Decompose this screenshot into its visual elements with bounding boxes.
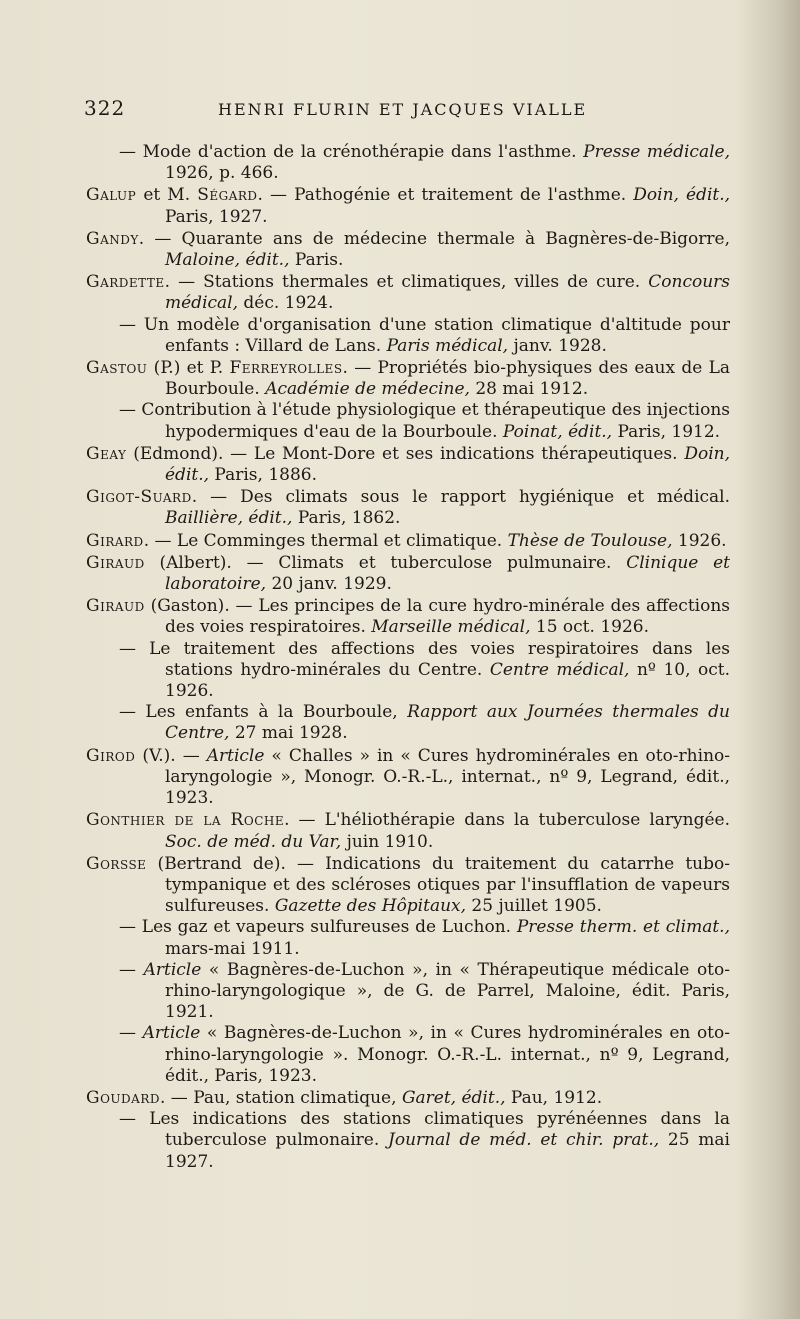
bibliography-entry: Girard. — Le Comminges thermal et climatique. Thèse de Toulouse, 1926. xyxy=(86,530,727,551)
bibliography-entry: — Les gaz et vapeurs sulfureuses de Luchon. Presse therm. et climat., mars-mai 1911. xyxy=(119,917,730,959)
bibliography-entry: Goudard. — Pau, station climatique, Garet, édit., Pau, 1912. xyxy=(86,1087,603,1108)
bibliography-entry: Gardette. — Stations thermales et climatiques, villes de cure. Concours médical, déc. 1924. xyxy=(86,272,730,314)
running-title: HENRI FLURIN ET JACQUES VIALLE xyxy=(218,100,588,119)
bibliography-entry: Gastou (P.) et P. Ferreyrolles. — Propriétés bio-physiques des eaux de La Bourboule. Académie de médecine, 28 mai 1912. xyxy=(86,358,730,400)
bibliography-entry: — Le traitement des affections des voies respiratoires dans les stations hydro-minérales du Centre. Centre médical, nº 10, oct. 1926. xyxy=(119,638,731,702)
bibliography-entry: — Un modèle d'organisation d'une station climatique d'altitude pour enfants : Villard de Lans. Paris médical, janv. 1928. xyxy=(119,314,730,356)
bibliography-entry: — Article « Bagnères-de-Luchon », in « Thérapeutique médicale oto-rhino-laryngologique », de G. de Parrel, Maloine, édit. Paris, 1921. xyxy=(119,959,730,1023)
bibliography-entry: Giraud (Gaston). — Les principes de la cure hydro-minérale des affections des voies respiratoires. Marseille médical, 15 oct. 1926. xyxy=(86,596,730,638)
bibliography-entry: Galup et M. Ségard. — Pathogénie et traitement de l'asthme. Doin, édit., Paris, 1927. xyxy=(86,185,731,227)
page-number: 322 xyxy=(84,96,126,120)
bibliography-entry: Gorsse (Bertrand de). — Indications du traitement du catarrhe tubo-tympanique et des scléroses otiques par l'insufflation de vapeurs sulfureuses. Gazette des Hôpitaux, 25 juillet 1905. xyxy=(86,853,730,917)
bibliography-entry: Girod (V.). — Article « Challes » in « Cures hydrominérales en oto-rhino-laryngologie », Monogr. O.-R.-L., internat., nº 9, Legrand, édit., 1923. xyxy=(86,745,730,809)
bibliography-entry: Giraud (Albert). — Climats et tuberculose pulmunaire. Clinique et laboratoire, 20 janv. 1929. xyxy=(86,552,730,595)
bibliography-entry: — Contribution à l'étude physiologique et thérapeutique des injections hypodermiques d'eau de la Bourboule. Poinat, édit., Paris, 1912. xyxy=(119,400,730,442)
bibliography-entry: — Article « Bagnères-de-Luchon », in « Cures hydrominérales en oto-rhino-laryngologie ». Monogr. O.-R.-L. internat., nº 9, Legrand, édit., Paris, 1923. xyxy=(119,1023,730,1086)
bibliography-entry: — Mode d'action de la crénothérapie dans l'asthme. Presse médicale, 1926, p. 466. xyxy=(119,142,730,184)
bibliography-entry: — Les indications des stations climatiques pyrénéennes dans la tuberculose pulmonaire. Journal de méd. et chir. prat., 25 mai 1927. xyxy=(119,1109,730,1172)
bibliography-entry: Gonthier de la Roche. — L'héliothérapie dans la tuberculose laryngée. Soc. de méd. du Var, juin 1910. xyxy=(86,810,730,852)
bibliography-entry: Gigot-Suard. — Des climats sous le rapport hygiénique et médical. Baillière, édit., Paris, 1862. xyxy=(86,487,730,529)
bibliography-entry: — Les enfants à la Bourboule, Rapport aux Journées thermales du Centre, 27 mai 1928. xyxy=(119,702,730,744)
bibliography-list xyxy=(86,142,730,1173)
bibliography-entry: Geay (Edmond). — Le Mont-Dore et ses indications thérapeutiques. Doin, édit., Paris, 1886. xyxy=(86,443,730,486)
bibliography-entry: Gandy. — Quarante ans de médecine thermale à Bagnères-de-Bigorre, Maloine, édit., Paris. xyxy=(86,228,730,271)
